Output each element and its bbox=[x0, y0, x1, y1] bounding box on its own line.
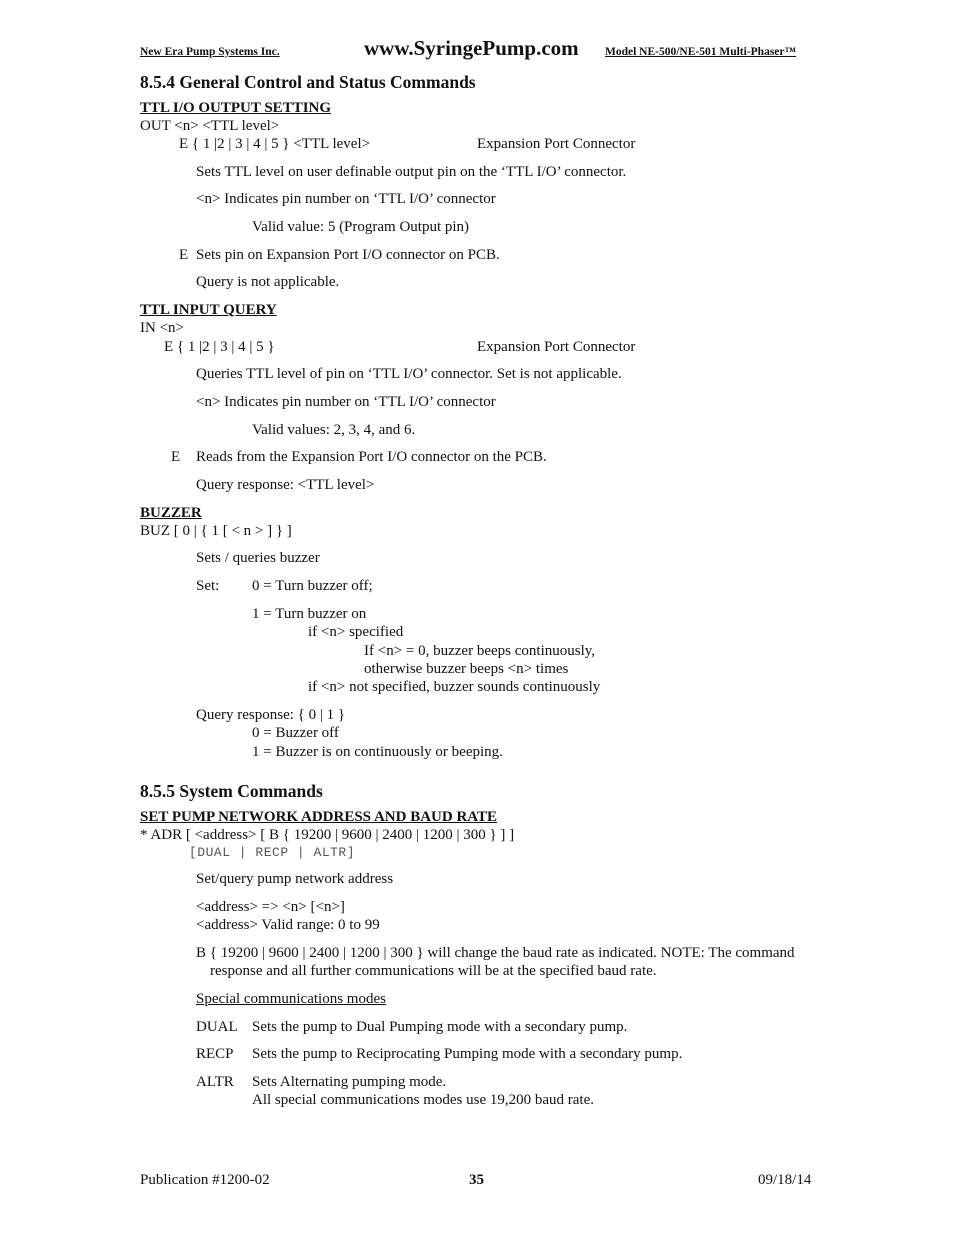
ttl-output-query: Query is not applicable. bbox=[196, 274, 340, 290]
adr-syntax: * ADR [ <address> [ B { 19200 | 9600 | 2400 | 1200 | 300 } ] ] bbox=[140, 827, 515, 843]
adr-modes-syntax: [DUAL | RECP | ALTR] bbox=[189, 845, 356, 860]
ttl-output-desc: Sets TTL level on user definable output pin on the ‘TTL I/O’ connector. bbox=[196, 164, 627, 180]
ttl-input-query: Query response: <TTL level> bbox=[196, 477, 375, 493]
buzzer-set-label: Set: bbox=[196, 578, 220, 594]
buzzer-if-n0: If <n> = 0, buzzer beeps continuously, bbox=[364, 643, 596, 659]
ttl-input-desc: Queries TTL level of pin on ‘TTL I/O’ connector. Set is not applicable. bbox=[196, 366, 622, 382]
ttl-input-syntax: IN <n> bbox=[140, 320, 184, 336]
mode-code-dual: DUAL bbox=[196, 1019, 238, 1035]
footer-date: 09/18/14 bbox=[758, 1172, 812, 1188]
buzzer-query: Query response: { 0 | 1 } bbox=[196, 707, 346, 723]
modes-note: All special communications modes use 19,200 baud rate. bbox=[252, 1092, 595, 1108]
ttl-output-n-desc: <n> Indicates pin number on ‘TTL I/O’ connector bbox=[196, 191, 496, 207]
adr-addr-map: <address> => <n> [<n>] bbox=[196, 899, 345, 915]
ttl-output-valid: Valid value: 5 (Program Output pin) bbox=[252, 219, 470, 235]
adr-baud-line-1: B { 19200 | 9600 | 2400 | 1200 | 300 } will change the baud rate as indicated. NOTE: The command bbox=[196, 945, 795, 961]
buzzer-set-0: 0 = Turn buzzer off; bbox=[252, 578, 373, 594]
section-title-855: 8.5.5 System Commands bbox=[140, 781, 323, 801]
ttl-output-e-marker: E bbox=[179, 247, 189, 263]
adr-addr-range: <address> Valid range: 0 to 99 bbox=[196, 917, 380, 933]
header-company: New Era Pump Systems Inc. bbox=[140, 46, 280, 58]
buzzer-set-1: 1 = Turn buzzer on bbox=[252, 606, 367, 622]
mode-code-recp: RECP bbox=[196, 1046, 234, 1062]
footer-page-number: 35 bbox=[469, 1172, 484, 1188]
buzzer-otherwise: otherwise buzzer beeps <n> times bbox=[364, 661, 569, 677]
buzzer-heading: BUZZER bbox=[140, 505, 202, 521]
ttl-output-syntax: OUT <n> <TTL level> bbox=[140, 118, 280, 134]
ttl-input-e-desc: Reads from the Expansion Port I/O connector on the PCB. bbox=[196, 449, 547, 465]
special-modes-heading: Special communications modes bbox=[196, 991, 386, 1007]
ttl-input-e-marker: E bbox=[171, 449, 181, 465]
ttl-input-n-desc: <n> Indicates pin number on ‘TTL I/O’ connector bbox=[196, 394, 496, 410]
buzzer-if-not-n: if <n> not specified, buzzer sounds continuously bbox=[308, 679, 601, 695]
section-title-854: 8.5.4 General Control and Status Commands bbox=[140, 72, 476, 92]
ttl-input-heading: TTL INPUT QUERY bbox=[140, 302, 277, 318]
buzzer-q0: 0 = Buzzer off bbox=[252, 725, 339, 741]
mode-desc-altr: Sets Alternating pumping mode. bbox=[252, 1074, 447, 1090]
mode-desc-dual: Sets the pump to Dual Pumping mode with a secondary pump. bbox=[252, 1019, 628, 1035]
ttl-input-e-note: Expansion Port Connector bbox=[477, 339, 636, 355]
buzzer-q1: 1 = Buzzer is on continuously or beeping. bbox=[252, 744, 503, 760]
buzzer-desc: Sets / queries buzzer bbox=[196, 550, 320, 566]
buzzer-syntax: BUZ [ 0 | { 1 [ < n > ] } ] bbox=[140, 523, 292, 539]
ttl-output-e-desc: Sets pin on Expansion Port I/O connector on PCB. bbox=[196, 247, 500, 263]
adr-desc: Set/query pump network address bbox=[196, 871, 394, 887]
mode-desc-recp: Sets the pump to Reciprocating Pumping mode with a secondary pump. bbox=[252, 1046, 683, 1062]
header-model: Model NE-500/NE-501 Multi-Phaser™ bbox=[605, 46, 797, 58]
ttl-output-e-note: Expansion Port Connector bbox=[477, 136, 636, 152]
ttl-input-e-syntax: E { 1 |2 | 3 | 4 | 5 } bbox=[164, 339, 275, 355]
mode-code-altr: ALTR bbox=[196, 1074, 234, 1090]
ttl-input-valid: Valid values: 2, 3, 4, and 6. bbox=[252, 422, 416, 438]
ttl-output-e-syntax: E { 1 |2 | 3 | 4 | 5 } <TTL level> bbox=[179, 136, 371, 152]
adr-baud-line-2: response and all further communications will be at the specified baud rate. bbox=[210, 963, 657, 979]
buzzer-if-n: if <n> specified bbox=[308, 624, 404, 640]
footer-publication: Publication #1200-02 bbox=[140, 1172, 270, 1188]
ttl-output-heading: TTL I/O OUTPUT SETTING bbox=[140, 100, 332, 116]
header-website[interactable]: www.SyringePump.com bbox=[364, 36, 579, 60]
adr-heading: SET PUMP NETWORK ADDRESS AND BAUD RATE bbox=[140, 809, 498, 825]
